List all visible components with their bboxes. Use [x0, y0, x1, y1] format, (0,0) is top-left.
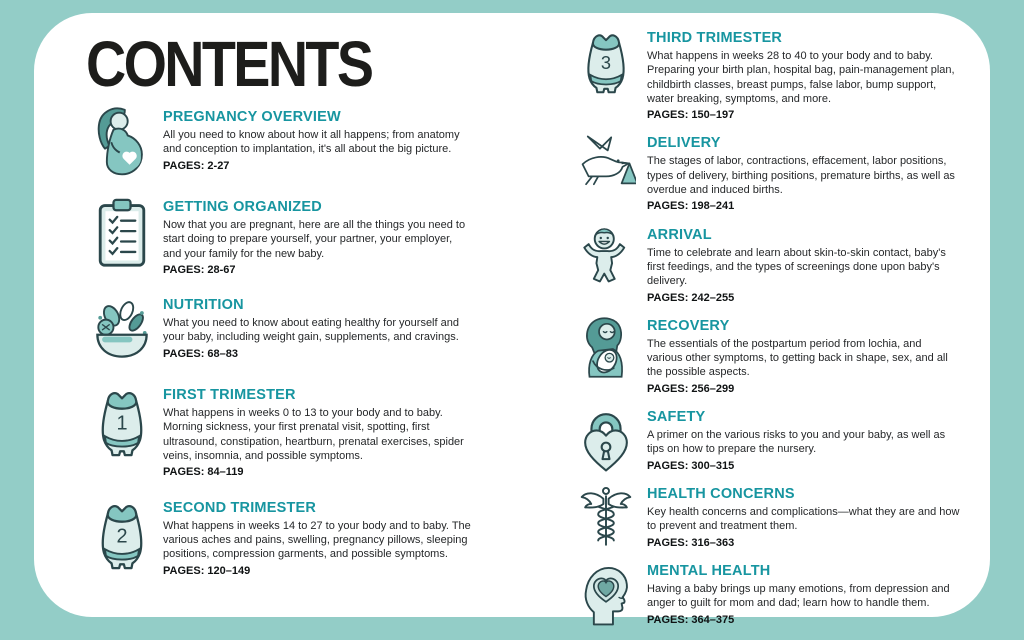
- toc-entry-pregnancy-overview: [90, 107, 472, 179]
- section-description: A primer on the various risks to you and your baby, as well as tips on how to prepare the nursery.: [647, 429, 946, 456]
- section-description: What happens in weeks 0 to 13 to your body and to baby. Morning sickness, your first prenatal visit, spotting, first ultrasound, constipation, heartburn, prenatal exercises, spider veins, insomnia, and possible symptoms.: [163, 407, 464, 463]
- toc-entry-mental-health: [574, 561, 960, 627]
- section-description: The stages of labor, contractions, effacement, labor positions, types of delivery, birthing positions, premature births, as well as overdue and induced births.: [647, 155, 955, 197]
- section-heading: SECOND TRIMESTER: [163, 499, 317, 516]
- toc-entry-text: [647, 316, 960, 396]
- page-title: CONTENTS: [86, 28, 372, 100]
- toc-entry-text: [647, 561, 960, 627]
- section-pages: PAGES: 84–119: [163, 466, 244, 479]
- toc-right-column: [574, 28, 960, 627]
- head-heart-icon: [574, 561, 638, 627]
- toc-entry-recovery: [574, 316, 960, 396]
- toc-entry-text: [647, 407, 960, 473]
- belly-2-icon: [90, 498, 154, 570]
- toc-entry-second-trimester: [90, 498, 472, 578]
- section-heading: MENTAL HEALTH: [647, 563, 771, 580]
- section-heading: DELIVERY: [647, 135, 721, 152]
- section-description: What happens in weeks 28 to 40 to your body and to baby. Preparing your birth plan, hospital bag, pain-management plan, childbirth classes, breast pumps, false labor, bump support, water breaking, symptoms, and more.: [647, 50, 955, 105]
- section-heading: PREGNANCY OVERVIEW: [163, 109, 341, 125]
- svg-text:1: 1: [116, 412, 128, 435]
- section-heading: SAFETY: [647, 409, 706, 426]
- section-pages: PAGES: 256–299: [647, 382, 735, 395]
- toc-entry-text: [163, 295, 472, 361]
- toc-entry-first-trimester: [90, 385, 472, 479]
- toc-entry-text: [163, 385, 472, 479]
- toc-entry-text: [647, 225, 960, 305]
- section-pages: PAGES: 2-27: [163, 159, 230, 172]
- toc-entry-text: [163, 197, 472, 277]
- section-heading: GETTING ORGANIZED: [163, 199, 322, 215]
- section-pages: PAGES: 120–149: [163, 564, 251, 577]
- toc-entry-arrival: [574, 225, 960, 305]
- pregnant-woman-icon: [90, 107, 154, 179]
- section-pages: PAGES: 198–241: [647, 200, 735, 213]
- section-description: Time to celebrate and learn about skin-to-skin contact, baby's first feedings, and the types of screenings done upon baby's delivery.: [647, 246, 946, 288]
- clipboard-checklist-icon: [90, 197, 154, 269]
- section-description: All you need to know about how it all happens; from anatomy and conception to implantation, it's all about the big picture.: [163, 129, 460, 156]
- baby-icon: [574, 225, 638, 291]
- toc-entry-text: [647, 484, 960, 550]
- section-heading: FIRST TRIMESTER: [163, 387, 296, 404]
- toc-entry-nutrition: [90, 295, 472, 367]
- section-pages: PAGES: 300–315: [647, 459, 735, 472]
- section-pages: PAGES: 28-67: [163, 263, 236, 276]
- toc-entry-delivery: [574, 133, 960, 213]
- section-heading: RECOVERY: [647, 317, 730, 334]
- section-description: The essentials of the postpartum period from lochia, and various other symptoms, to getting back in shape, sex, and all the possible aspects.: [647, 337, 948, 379]
- section-pages: PAGES: 316–363: [647, 536, 735, 549]
- section-heading: ARRIVAL: [647, 226, 712, 243]
- toc-entry-getting-organized: [90, 197, 472, 277]
- toc-entry-text: [163, 107, 472, 173]
- toc-entry-safety: [574, 407, 960, 473]
- stork-icon: [574, 133, 638, 199]
- section-description: Having a baby brings up many emotions, from depression and anger to guilt for mom and dad; learn how to handle them.: [647, 583, 950, 610]
- section-pages: PAGES: 242–255: [647, 291, 735, 304]
- toc-entry-text: [647, 133, 960, 213]
- belly-1-icon: [90, 385, 154, 457]
- section-heading: NUTRITION: [163, 297, 244, 314]
- svg-text:3: 3: [600, 51, 612, 73]
- section-description: What you need to know about eating healthy for yourself and your baby, including weight gain, supplements, and cravings.: [163, 317, 459, 344]
- toc-entry-text: [163, 498, 472, 578]
- section-description: Key health concerns and complications—what they are and how to prevent and treatment them.: [647, 506, 960, 533]
- section-pages: PAGES: 150–197: [647, 109, 735, 122]
- toc-entry-third-trimester: [574, 28, 960, 122]
- section-description: Now that you are pregnant, here are all the things you need to start doing to prepare yourself, your partner, your employer, and your family for the new baby.: [163, 219, 466, 260]
- belly-3-icon: [574, 28, 638, 94]
- svg-text:2: 2: [116, 525, 128, 548]
- section-pages: PAGES: 68–83: [163, 347, 239, 360]
- section-description: What happens in weeks 14 to 27 to your body and to baby. The various aches and pains, swelling, pregnancy pillows, sleeping positions, compression garments, and possible symptoms.: [163, 519, 471, 561]
- caduceus-icon: [574, 484, 638, 550]
- heart-lock-icon: [574, 407, 638, 473]
- toc-left-column: [90, 107, 472, 578]
- nutrition-bowl-icon: [90, 295, 154, 367]
- contents-card: [34, 13, 990, 626]
- section-heading: THIRD TRIMESTER: [647, 30, 783, 46]
- section-heading: HEALTH CONCERNS: [647, 486, 795, 503]
- mother-baby-icon: [574, 316, 638, 382]
- toc-entry-text: [647, 28, 960, 122]
- toc-entry-health-concerns: [574, 484, 960, 550]
- section-pages: PAGES: 364–375: [647, 613, 735, 626]
